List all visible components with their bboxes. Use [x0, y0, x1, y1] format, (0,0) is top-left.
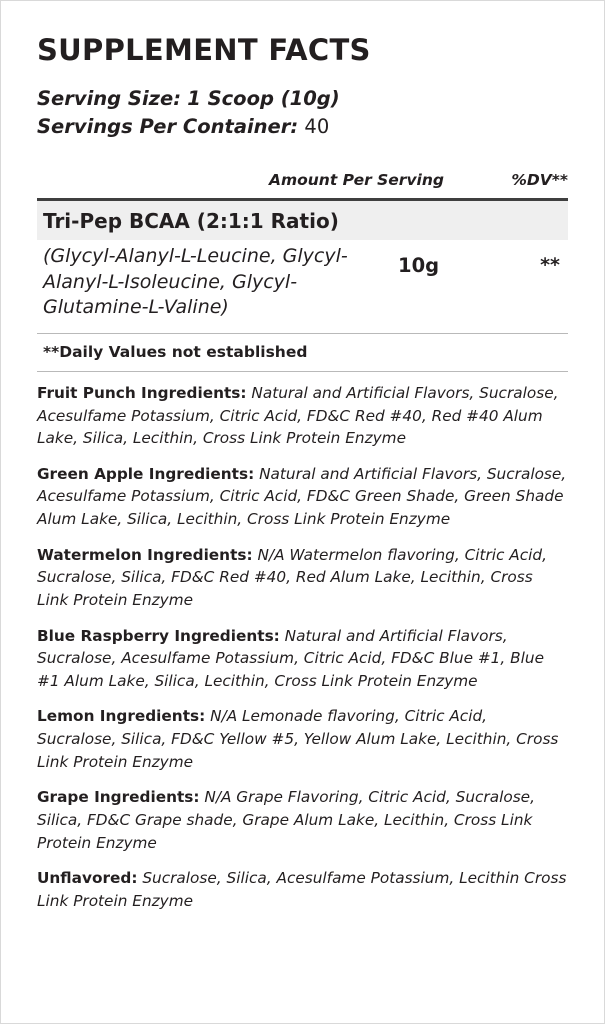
ingredient-label: Grape Ingredients:	[37, 788, 200, 807]
list-item	[37, 382, 568, 450]
list-item	[37, 625, 568, 693]
page-title: SUPPLEMENT FACTS	[37, 33, 371, 67]
nutrient-detail: (Glycyl-Alanyl-L-Leucine, Glycyl-Alanyl-L-Isoleucine, Glycyl-Glutamine-L-Valine)	[43, 245, 348, 319]
serving-size-label: Serving Size:	[37, 87, 182, 110]
ingredient-text: Natural and Artificial Flavors, Sucralose, Acesulfame Potassium, Citric Acid, FD&C Green Shade, Green Shade Alum Lake, Silica, Lecithin, Cross Link Protein Enzyme	[37, 464, 567, 529]
nutrient-amount: 10g	[398, 254, 440, 277]
servings-per-container-label: Servings Per Container:	[37, 115, 299, 138]
servings-per-container-row	[37, 115, 574, 138]
nutrient-detail-row	[37, 240, 568, 333]
daily-value-header: %DV**	[511, 171, 568, 189]
list-item	[37, 705, 568, 773]
nutrient-row	[37, 201, 568, 333]
nutrient-name: Tri-Pep BCAA (2:1:1 Ratio)	[37, 201, 568, 240]
ingredient-text: N/A Watermelon flavoring, Citric Acid, Sucralose, Silica, FD&C Red #40, Red Alum Lake, Lecithin, Cross Link Protein Enzyme	[37, 545, 548, 609]
ingredient-text: N/A Grape Flavoring, Citric Acid, Sucralose, Silica, FD&C Grape shade, Grape Alum Lake, Lecithin, Cross Link Protein Enzyme	[37, 788, 535, 852]
ingredients-list	[31, 372, 574, 913]
list-item	[37, 544, 568, 612]
list-item	[37, 867, 568, 912]
amount-per-serving-header: Amount Per Serving	[268, 171, 444, 189]
ingredient-text: N/A Lemonade flavoring, Citric Acid, Sucralose, Silica, FD&C Yellow #5, Yellow Alum Lake, Lecithin, Cross Link Protein Enzyme	[37, 707, 559, 771]
serving-size-row	[37, 87, 574, 110]
ingredient-label: Unflavored:	[37, 869, 138, 888]
nutrient-daily-value: **	[540, 254, 560, 276]
ingredient-text: Natural and Artificial Flavors, Sucralose, Acesulfame Potassium, Citric Acid, FD&C Blue #1, Blue #1 Alum Lake, Silica, Lecithin, Cross Link Protein Enzyme	[37, 626, 544, 690]
spacer	[31, 143, 574, 171]
column-headers	[31, 171, 574, 195]
ingredient-label: Green Apple Ingredients:	[37, 464, 255, 483]
daily-value-footnote: **Daily Values not established	[43, 342, 308, 361]
servings-per-container-value: 40	[304, 115, 330, 138]
list-item	[37, 463, 568, 531]
ingredient-label: Watermelon Ingredients:	[37, 545, 253, 564]
serving-size-value: 1 Scoop (10g)	[187, 87, 340, 110]
ingredient-text: Sucralose, Silica, Acesulfame Potassium, Lecithin Cross Link Protein Enzyme	[37, 869, 567, 910]
list-item	[37, 786, 568, 854]
ingredient-label: Lemon Ingredients:	[37, 707, 206, 726]
ingredient-text: Natural and Artificial Flavors, Sucralose, Acesulfame Potassium, Citric Acid, FD&C Red #40, Red #40 Alum Lake, Silica, Lecithin, Cross Link Protein Enzyme	[37, 383, 559, 448]
ingredient-label: Fruit Punch Ingredients:	[37, 383, 247, 402]
ingredient-label: Blue Raspberry Ingredients:	[37, 626, 280, 645]
